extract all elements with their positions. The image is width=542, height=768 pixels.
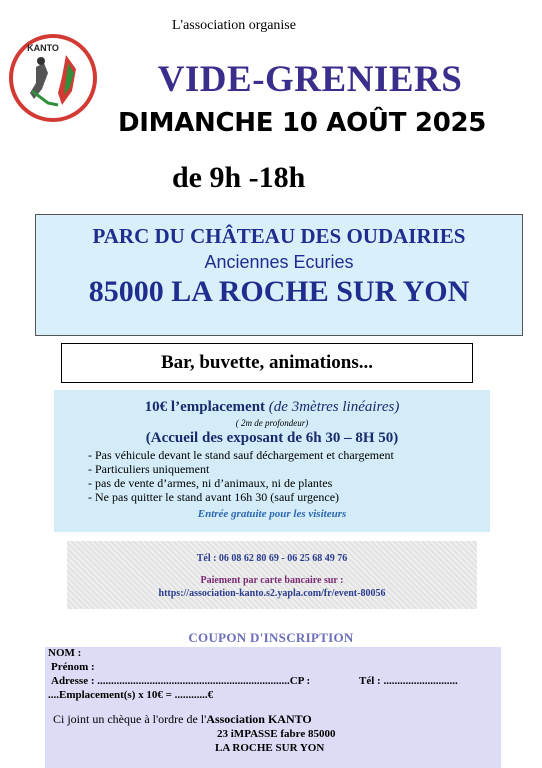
coupon-title: COUPON D'INSCRIPTION [188, 630, 354, 645]
rule-item: - Pas véhicule devant le stand sauf déchargement et chargement [88, 448, 394, 462]
postal-address-line1: 23 iMPASSE fabre 85000 [217, 728, 336, 740]
amenities-box: Bar, buvette, animations... [61, 343, 473, 383]
price-detail: (de 3mètres linéaires) [268, 399, 400, 415]
first-name-field: Prénom : [51, 661, 95, 673]
rule-item: - pas de vente d’armes, ni d’animaux, ni de plantes [88, 476, 333, 490]
venue-subtitle: Anciennes Ecuries [204, 252, 354, 272]
payment-link[interactable]: https://association-kanto.s2.yapla.com/fr/event-80056 [158, 588, 386, 599]
price-text: 10€ l’emplacement [144, 399, 266, 415]
cheque-line [53, 712, 312, 727]
info-box [54, 390, 490, 532]
phone-field: Tél : ........................... [359, 675, 458, 687]
logo-text: KANTO [27, 43, 59, 53]
name-field: NOM : [48, 647, 82, 659]
venue-name: PARC DU CHÂTEAU DES OUDAIRIES [92, 224, 466, 248]
depth-note: ( 2m de profondeur) [235, 418, 309, 428]
payment-label: Paiement par carte bancaire sur : [200, 575, 344, 586]
pitch-count-field: ....Emplacement(s) x 10€ = ............€ [48, 689, 214, 701]
contact-box [67, 541, 477, 609]
free-entry-note: Entrée gratuite pour les visiteurs [197, 508, 347, 520]
venue-city: 85000 LA ROCHE SUR YON [88, 275, 470, 308]
rule-item: - Particuliers uniquement [88, 462, 210, 476]
address-field: Adresse : ......................................................................CP : [51, 675, 311, 687]
event-date: DIMANCHE 10 AOÛT 2025 [118, 108, 487, 138]
registration-coupon [45, 647, 501, 768]
rule-item: - Ne pas quitter le stand avant 16h 30 (sauf urgence) [88, 490, 340, 504]
event-title: VIDE-GRENIERS [157, 59, 463, 100]
event-hours: de 9h -18h [172, 161, 306, 194]
cheque-prefix: Ci joint un chèque à l'ordre de l' [53, 712, 207, 726]
welcome-hours: (Accueil des exposant de 6h 30 – 8H 50) [145, 430, 399, 446]
postal-address-line2: LA ROCHE SUR YON [215, 742, 325, 754]
intro-text: L'association organise [172, 18, 296, 33]
cheque-organization: Association KANTO [206, 712, 312, 726]
venue-box [35, 214, 523, 336]
rules-list [88, 448, 394, 504]
price-line [54, 399, 490, 416]
phone-numbers: Tél : 06 08 62 80 69 - 06 25 68 49 76 [196, 553, 348, 564]
